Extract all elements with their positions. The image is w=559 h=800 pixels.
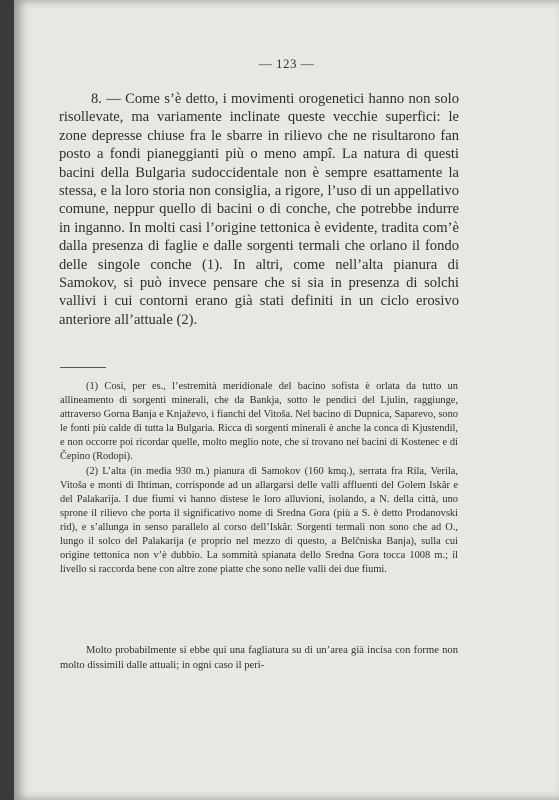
main-text-body — [59, 90, 459, 329]
continuation-paragraph: Molto probabilmente si ebbe qui una fagliatura su di un’area già incisa con forme non molto dissimili dalle attuali; in ogni caso il peri- — [60, 645, 458, 671]
document-page — [14, 0, 559, 800]
footnote-2: (2) L’alta (in media 930 m.) pianura di Samokov (160 kmq.), serrata fra Rila, Verila, Vitoša e monti di Ihtiman, corrisponde ad un allargarsi delle valli affluenti del Golem Iskăr e del Palakarija. I due fiumi vi hanno distese le loro alluvioni, isolando, a N. della città, uno sprone il rilievo che porta il significativo nome di Sredna Gora (più a S. è detto Prodanovski rid), e s’allunga in senso parallelo al corso dell’Iskăr. Sorgenti termali non sono che ad O., lungo il solco del Palakarija (e proprio nel mezzo di questo, a Belčniska Banja), sulla cui origine tettonica non v’è dubbio. La sommità spianata dello Sredna Gora tocca 1008 m.; il livello si raccorda bene con altre zone piatte che sono nelle valli dei due fiumi. — [60, 465, 458, 576]
footnotes-block — [60, 380, 458, 577]
footnote-1: (1) Così, per es., l’estremità meridionale del bacino sofista è orlata da tutto un allineamento di sorgenti minerali, che da Bankja, sotto le pendici del Ljulin, raggiunge, attraverso Gorna Banja e Knjaževo, i fianchi del Vitoša. Nel bacino di Dupnica, Saparevo, sono le fonti più calde di tutta la Bulgaria. Ricca di sorgenti minerali è anche la conca di Kjustendil, e non occorre poi ricordar quelle, molto meglio note, che si trovano nei bacini di Kostenec e di Čepino (Rodopi). — [60, 381, 458, 463]
page-number: — 123 — — [258, 56, 315, 71]
main-paragraph: 8. — Come s’è detto, i movimenti orogenetici hanno non solo risollevate, ma variamente inclinate queste vecchie superfici: le zone depresse chiuse fra le sbarre in rilievo che ne risultarono fan posto a fondi pianeggianti più o meno ampî. La natura di questi bacini della Bulgaria sudoccidentale non è sempre esattamente la stessa, e la loro storia non consiglia, a rigore, l’uso di un appellativo comune, neppur quello di bacini o di conche, che potrebbe indurre in inganno. In molti casi l’origine tettonica è evidente, tradita com’è dalla presenza di faglie e dalle sorgenti termali che orlano il fondo delle singole conche (1). In altri, come nell’alta pianura di Samokov, si può invece pensare che si sia in presenza di solchi vallivi i cui contorni erano già stati definiti in un ciclo erosivo anteriore all’attuale (2). — [59, 91, 459, 328]
footnote-continuation-block — [60, 644, 458, 673]
footnote-separator — [60, 367, 106, 368]
